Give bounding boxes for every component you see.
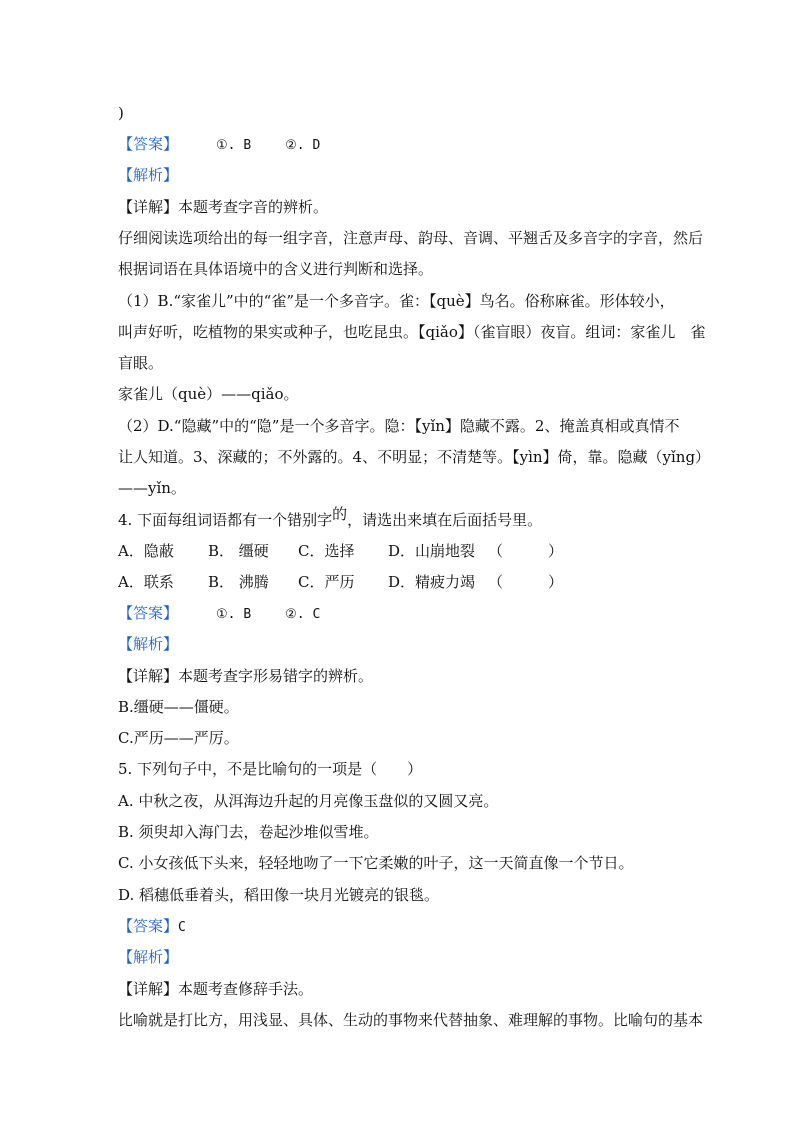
q5-option-a: A. 中秋之夜，从洱海边升起的月亮像玉盘似的又圆又亮。 bbox=[118, 792, 499, 810]
q4-answer-row bbox=[118, 603, 678, 625]
correction-line: B.缰硬——僵硬。 bbox=[118, 698, 239, 716]
paragraph-line: 让人知道。3、深藏的；不外露的。4、不明显；不清楚等。【yìn】倚，靠。隐藏（yǐng） bbox=[118, 448, 711, 466]
q3-answer-row bbox=[118, 134, 678, 156]
detail-text: 本题考查字音的辨析。 bbox=[178, 198, 329, 216]
correction-line: C.严历——严厉。 bbox=[118, 729, 239, 747]
option-b: B． 沸腾 bbox=[208, 573, 269, 591]
paragraph-line: 盲眼。 bbox=[118, 354, 164, 372]
answer-blank: （ ） bbox=[488, 542, 564, 560]
analysis-label: 【解析】 bbox=[118, 948, 179, 966]
paragraph-line: （1）B.“家雀儿”中的“雀”是一个多音字。雀：【què】鸟名。俗称麻雀。形体较小， bbox=[118, 292, 675, 310]
q5-detail-heading bbox=[118, 979, 678, 999]
detail-label: 【详解】 bbox=[118, 980, 179, 998]
detail-text: 本题考查字形易错字的辨析。 bbox=[178, 667, 374, 685]
paragraph-line: 仔细阅读选项给出的每一组字音，注意声母、韵母、音调、平翘舌及多音字的字音，然后 bbox=[118, 229, 704, 247]
detail-label: 【详解】 bbox=[118, 198, 179, 216]
paragraph-line: 叫声好听，吃植物的果实或种子，也吃昆虫。【qiǎo】（雀盲眼）夜盲。组词：家雀儿 雀 bbox=[118, 323, 706, 341]
analysis-label: 【解析】 bbox=[118, 166, 179, 184]
q4-stem-text-end: ，请选出来填在后面括号里。 bbox=[347, 511, 543, 529]
q5-option-b: B. 须臾却入海门去，卷起沙堆似雪堆。 bbox=[118, 823, 379, 841]
q5-option-c: C. 小女孩低下头来，轻轻地吻了一下它柔嫩的叶子，这一天简直像一个节日。 bbox=[118, 854, 634, 872]
answer-label: 【答案】 bbox=[118, 917, 179, 935]
paragraph-line: ——yǐn。 bbox=[118, 479, 186, 497]
paragraph-line: 家雀儿（què）——qiǎo。 bbox=[118, 385, 299, 403]
q5-stem: 5. 下列句子中，不是比喻句的一项是（ ） bbox=[118, 760, 423, 778]
answer-blank: （ ） bbox=[488, 573, 564, 591]
q4-stem-text: 4. 下面每组词语都有一个错别字 bbox=[118, 511, 333, 529]
q5-option-d: D. 稻穗低垂着头，稻田像一块月光镀亮的银毯。 bbox=[118, 886, 440, 904]
answer-option-2: ②. C bbox=[285, 607, 321, 622]
q4-detail-heading bbox=[118, 666, 678, 686]
answer-label: 【答案】 bbox=[118, 604, 179, 622]
answer-value: C bbox=[178, 920, 186, 935]
q4-options-row-1 bbox=[118, 541, 678, 561]
paragraph-line: （2）D.“隐藏”中的“隐”是一个多音字。隐：【yǐn】隐藏不露。2、掩盖真相或真情不 bbox=[118, 417, 680, 435]
q3-detail-heading bbox=[118, 197, 678, 217]
paragraph-line: 比喻就是打比方，用浅显、具体、生动的事物来代替抽象、难理解的事物。比喻句的基本 bbox=[118, 1011, 704, 1029]
q4-stem bbox=[118, 505, 678, 530]
q4-stem-superscript: 的 bbox=[332, 505, 348, 523]
detail-label: 【详解】 bbox=[118, 667, 179, 685]
option-c: C．选择 bbox=[298, 542, 355, 560]
option-d: D．精疲力竭 bbox=[388, 573, 476, 591]
closing-paren: ) bbox=[118, 104, 124, 122]
answer-option-1: ①. B bbox=[216, 138, 252, 153]
analysis-label: 【解析】 bbox=[118, 635, 179, 653]
answer-label: 【答案】 bbox=[118, 135, 179, 153]
paragraph-line: 根据词语在具体语境中的含义进行判断和选择。 bbox=[118, 260, 434, 278]
option-a: A．联系 bbox=[118, 573, 174, 591]
option-c: C．严历 bbox=[298, 573, 355, 591]
option-a: A．隐蔽 bbox=[118, 542, 174, 560]
option-b: B． 缰硬 bbox=[208, 542, 269, 560]
answer-option-2: ②. D bbox=[285, 138, 321, 153]
option-d: D．山崩地裂 bbox=[388, 542, 476, 560]
q4-options-row-2 bbox=[118, 572, 678, 592]
q5-answer-row bbox=[118, 916, 678, 938]
answer-option-1: ①. B bbox=[216, 607, 252, 622]
detail-text: 本题考查修辞手法。 bbox=[178, 980, 314, 998]
